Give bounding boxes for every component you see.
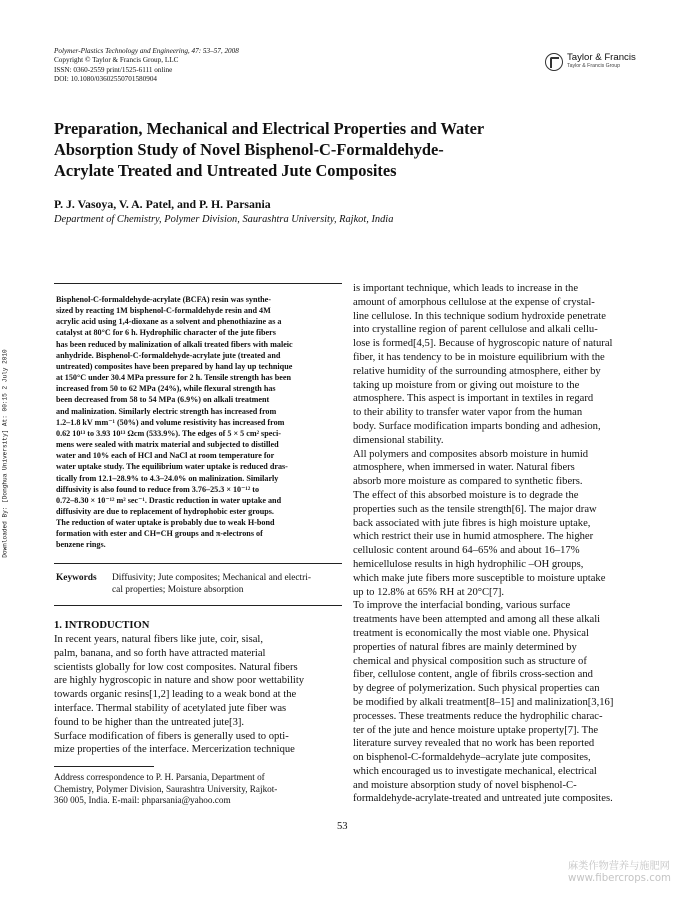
page-number: 53	[337, 821, 348, 832]
abstract-line: and malinization. Similarly electric strength has increased from	[56, 406, 277, 416]
body-line: interface. Thermal stability of acetylated jute fiber was	[54, 702, 287, 714]
body-line: lose is formed[4,5]. Because of hygroscopic nature of natural	[353, 338, 613, 350]
body-line: amount of amorphous cellulose at the expense of crystal-	[353, 296, 595, 308]
body-line: treatments have been attempted and among all these alkali	[353, 614, 601, 626]
body-line: treatment is economically the most viable one. Physical	[353, 627, 589, 639]
left-column-body	[54, 633, 342, 757]
body-line: towards organic resins[1,2] leading to a weak bond at the	[54, 689, 297, 701]
body-line: relative humidity of the surrounding atmosphere, either by	[353, 365, 601, 377]
body-line: absorb more moisture as compared to synthetic fibers.	[353, 476, 583, 488]
title-line: Acrylate Treated and Untreated Jute Composites	[54, 161, 397, 180]
body-line: be modified by alkali treatment[8–15] and malinization[3,16]	[353, 696, 614, 708]
body-line: taking up moisture from or giving out moisture to the	[353, 379, 580, 391]
body-line: literature survey revealed that no work has been reported	[353, 738, 595, 750]
keywords-bottom-rule	[54, 605, 342, 606]
download-stamp	[0, 330, 10, 580]
body-line: by degree of polymerization. Such physical properties can	[353, 683, 600, 695]
abstract-line: diffusivity is also found to reduce from 3.76–25.3 × 10⁻¹² to	[56, 484, 260, 494]
abstract-line: anhydride. Bisphenol-C-formaldehyde-acrylate jute (treated and	[56, 350, 281, 360]
body-line: properties such as the tensile strength[6]. The major draw	[353, 503, 597, 515]
abstract-line: water and 10% each of HCl and NaCl at room temperature for	[56, 451, 275, 461]
affiliation: Department of Chemistry, Polymer Division, Saurashtra University, Rajkot, India	[54, 214, 394, 225]
watermark-line: www.fibercrops.com	[568, 873, 671, 884]
abstract-line: at 150°C under 30.4 MPa pressure for 2 h. Tensile strength has been	[56, 373, 291, 383]
body-line: is important technique, which leads to increase in the	[353, 283, 579, 294]
title-line: Absorption Study of Novel Bisphenol-C-Formaldehyde-	[54, 140, 444, 159]
body-line: formaldehyde-acrylate-treated and untreated jute composites.	[353, 793, 613, 805]
abstract-line: Bisphenol-C-formaldehyde-acrylate (BCFA) resin was synthe-	[56, 295, 271, 304]
footnote-rule	[54, 766, 154, 767]
abstract-line: 1.2–1.8 kV mm⁻¹ (50%) and volume resistivity has increased from	[56, 417, 285, 427]
abstract-top-rule	[54, 283, 342, 284]
download-stamp-text: Downloaded By: [Donghua University] At: 00:15 2 July 2010	[1, 349, 9, 558]
abstract-line: 0.72–8.30 × 10⁻¹² m² sec⁻¹. Drastic reduction in water uptake and	[56, 495, 282, 505]
publisher-name: Taylor & Francis	[567, 52, 636, 63]
abstract-line: untreated) composites have been prepared by hand lay up technique	[56, 361, 293, 371]
journal-citation: Polymer-Plastics Technology and Engineering, 47: 53–57, 2008	[54, 47, 239, 55]
keywords-text	[112, 573, 342, 597]
body-line: line cellulose. In this technique sodium hydroxide penetrate	[353, 310, 607, 322]
body-line: found to be higher than the untreated jute[3].	[54, 716, 245, 728]
keywords-line: cal properties; Moisture absorption	[112, 584, 244, 595]
abstract-line: mens were sealed with matrix material and subjected to distilled	[56, 440, 279, 450]
keywords-label: Keywords	[56, 573, 97, 583]
abstract	[56, 294, 340, 551]
abstract-line: been decreased from 58 to 54 MPa (6.9%) on alkali treatment	[56, 395, 270, 405]
body-line: back associated with jute fibres is high moisture uptake,	[353, 517, 591, 529]
footnote-line: 360 005, India. E-mail: phparsania@yahoo.com	[54, 795, 231, 806]
body-line: which restrict their use in humid atmosphere. The higher	[353, 531, 594, 543]
body-line: In recent years, natural fibers like jute, coir, sisal,	[54, 634, 264, 645]
body-line: To improve the interfacial bonding, various surface	[353, 600, 571, 612]
body-line: mize properties of the interface. Mercerization technique	[54, 744, 295, 756]
abstract-line: acrylic acid using 1,4-dioxane as a solvent and phenothiazine as a	[56, 317, 282, 327]
body-line: up to 12.8% at 65% RH at 20°C[7].	[353, 586, 505, 598]
watermark	[568, 861, 671, 885]
body-line: All polymers and composites absorb moisture in humid	[353, 448, 589, 460]
abstract-line: increased from 50 to 62 MPa (24%), while flexural strength has	[56, 384, 276, 394]
issn-line: ISSN: 0360-2559 print/1525-6111 online	[54, 65, 173, 74]
body-line: which make jute fibers more susceptible to moisture uptake	[353, 572, 606, 584]
abstract-line: sized by reacting 1M bisphenol-C-formaldehyde resin and 4M	[56, 306, 271, 316]
keywords-top-rule	[54, 563, 342, 564]
body-line: chemical and physical composition such as structure of	[353, 655, 587, 667]
abstract-line: 0.62 10¹³ to 3.93 10¹³ Ωcm (533.9%). The edges of 5 × 5 cm² speci-	[56, 428, 281, 438]
body-line: atmosphere, when immersed in water. Natural fibers	[353, 462, 575, 474]
footnote-line: Chemistry, Polymer Division, Saurashtra University, Rajkot-	[54, 783, 278, 794]
body-line: ter of the jute and hence moisture uptake property[7]. The	[353, 724, 599, 736]
authors: P. J. Vasoya, V. A. Patel, and P. H. Parsania	[54, 197, 271, 211]
body-line: fiber, it has tendency to be in moisture equilibrium with the	[353, 351, 605, 363]
body-line: cellulosic content around 64–65% and about 16–17%	[353, 545, 580, 557]
body-line: The effect of this absorbed moisture is to degrade the	[353, 489, 579, 501]
section-heading: 1. INTRODUCTION	[54, 620, 150, 631]
body-line: are highly hygroscopic in nature and show poor wettability	[54, 675, 305, 687]
body-line: palm, banana, and so forth have attracted material	[54, 647, 266, 659]
body-line: processes. These treatments reduce the hydrophilic charac-	[353, 710, 603, 722]
title-line: Preparation, Mechanical and Electrical Properties and Water	[54, 119, 485, 138]
abstract-line: formation with ester and CH=CH groups and π-electrons of	[56, 529, 263, 539]
body-line: on bisphenol-C-formaldehyde–acrylate jute composites,	[353, 752, 591, 764]
body-line: into crystalline region of parent cellulose and alkali cellu-	[353, 324, 598, 336]
footnote-line: Address correspondence to P. H. Parsania, Department of	[54, 772, 265, 782]
footnote	[54, 772, 342, 807]
abstract-line: tically from 12.1–28.9% to 4.3–24.0% on malinization. Similarly	[56, 473, 279, 483]
body-line: scientists globally for low cost composites. Natural fibers	[54, 661, 298, 673]
keywords-line: Diffusivity; Jute composites; Mechanical and electri-	[112, 573, 311, 583]
abstract-line: benzene rings.	[56, 540, 106, 550]
right-column-body	[353, 282, 637, 806]
body-line: which encouraged us to investigate mechanical, electrical	[353, 765, 597, 777]
abstract-line: water uptake study. The equilibrium water uptake is reduced dras-	[56, 462, 288, 472]
abstract-line: has been reduced by malinization of alkali treated fibers with maleic	[56, 339, 293, 349]
journal-header	[54, 47, 239, 84]
watermark-line: 麻类作物营养与施肥网	[568, 861, 670, 872]
paper-title	[54, 118, 554, 181]
publisher-logo	[545, 52, 645, 76]
body-line: body. Surface modification imparts bonding and adhesion,	[353, 420, 601, 432]
body-line: properties of natural fibres are mainly determined by	[353, 641, 577, 653]
doi-line: DOI: 10.1080/03602550701580904	[54, 74, 158, 83]
body-line: dimensional stability.	[353, 434, 444, 446]
body-line: fiber, cellulose content, angle of fibrils cross-section and	[353, 669, 593, 681]
publisher-group: Taylor & Francis Group	[567, 63, 621, 69]
body-line: hemicellulose results in high hydrophilic –OH groups,	[353, 558, 584, 570]
publisher-logo-icon	[545, 53, 563, 71]
copyright-line: Copyright © Taylor & Francis Group, LLC	[54, 56, 179, 65]
abstract-line: diffusivity are due to replacement of hydrophobic ester groups.	[56, 506, 274, 516]
body-line: atmosphere. This aspect is important in textiles in regard	[353, 393, 594, 405]
body-line: Surface modification of fibers is generally used to opti-	[54, 730, 289, 742]
body-line: and moisture absorption study of novel bisphenol-C-	[353, 779, 577, 791]
abstract-line: The reduction of water uptake is probably due to weak H-bond	[56, 518, 275, 528]
body-line: to their ability to transfer water vapor from the human	[353, 407, 583, 419]
abstract-line: catalyst at 80°C for 6 h. Hydrophilic character of the jute fibers	[56, 328, 276, 338]
